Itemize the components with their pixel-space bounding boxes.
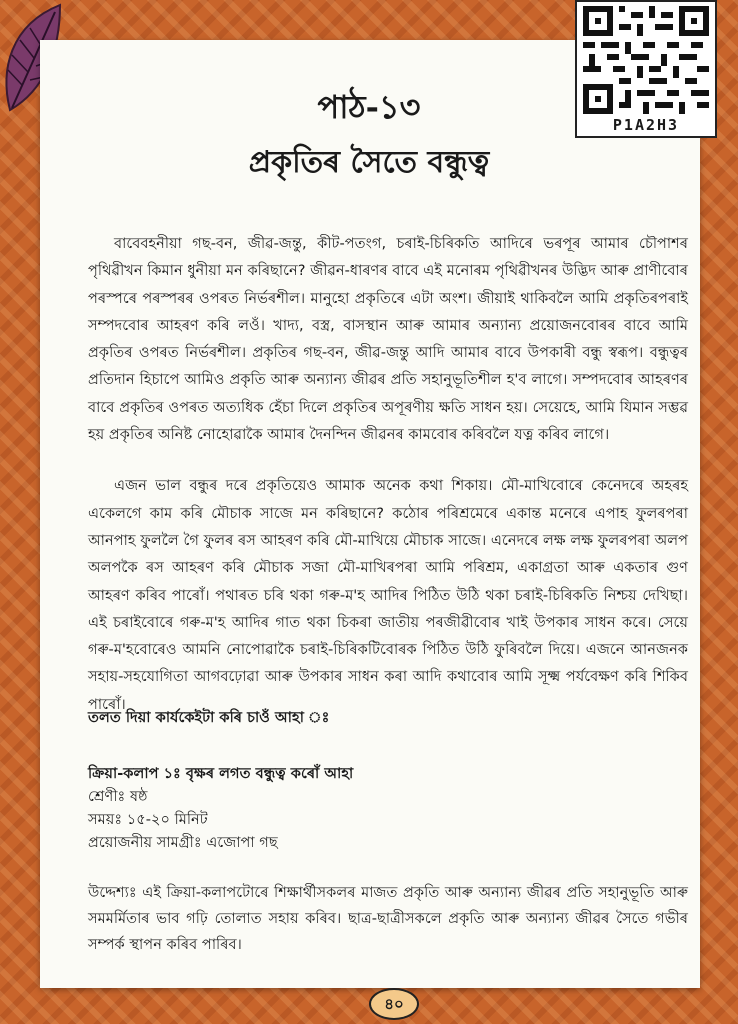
paragraph-2: এজন ভাল বন্ধুৰ দৰে প্ৰকৃতিয়েও আমাক অনেক কথা শিকায়। মৌ-মাখিবোৰে কেনেদৰে অহৰহ একেলগে কাম কৰি মৌচাক সাজে মন কৰিছানে? কঠোৰ পৰিশ্ৰমেৰে একান্ত মনেৰে এপাহ ফুলৰপৰা আনপাহ ফুললৈ গৈ ফুলৰ ৰস আহৰণ কৰি মৌ-মাখিয়ে মৌচাক সাজে। এনেদৰে লক্ষ লক্ষ ফুলৰপৰা অলপ অলপকৈ ৰস আহৰণ কৰি মৌচাক সজা মৌ-মাখিৰপৰা আমি পৰিশ্ৰম, একাগ্ৰতা আৰু একতাৰ গুণ আহৰণ কৰিব পাৰোঁ। পথাৰত চৰি থকা গৰু-ম'হ আদিৰ পিঠিত উঠি থকা চৰাই-চিৰিকতি নিশ্চয় দেখিছা। এই চৰাইবোৰে গৰু-ম'হ আদিৰ গাত থকা চিকৰা জাতীয় পৰজীৱীবোৰ খাই উপকাৰ সাধন কৰে। সেয়ে গৰু-ম'হবোৰেও আমনি নোপোৱাকৈ চৰাই-চিৰিকটিবোৰক পিঠিত উঠি ফুৰিবলৈ দিয়ে। এজনে আনজনক সহায়-সহযোগিতা আগবঢ়োৱা আৰু উপকাৰ সাধন কৰা আদি কথাবোৰ আমি সূক্ষ্ম পৰ্যবেক্ষণ কৰি শিকিব পাৰোঁ। xyxy=(88,477,688,713)
activity-title: ক্ৰিয়া-কলাপ ১ঃ বৃক্ষৰ লগত বন্ধুত্ব কৰোঁ আহা xyxy=(88,765,354,782)
paragraph-1: বাবেবহনীয়া গছ-বন, জীৱ-জন্তু, কীট-পতংগ, চৰাই-চিৰিকতি আদিৰে ভৰপূৰ আমাৰ চৌপাশৰ পৃথিৱীখন কিমান ধুনীয়া মন কৰিছানে? জীৱন-ধাৰণৰ বাবে এই মনোৰম পৃথিৱীখনৰ উদ্ভিদ আৰু প্ৰাণীবোৰ পৰস্পৰে পৰস্পৰৰ ওপৰত নিৰ্ভৰশীল। মানুহো প্ৰকৃতিৰে এটা অংশ। জীয়াই থাকিবলৈ আমি প্ৰকৃতিৰপৰাই সম্পদবোৰ আহৰণ কৰি লওঁ। খাদ্য, বস্ত্ৰ, বাসস্থান আৰু আমাৰ অন্যান্য প্ৰয়োজনবোৰৰ বাবে আমি প্ৰকৃতিৰ ওপৰত নিৰ্ভৰশীল। প্ৰকৃতিৰ গছ-বন, জীৱ-জন্তু আদি আমাৰ বাবে উপকাৰী বন্ধু স্বৰূপ। বন্ধুত্বৰ প্ৰতিদান হিচাপে আমিও প্ৰকৃতি আৰু অন্যান্য জীৱৰ প্ৰতি সহানুভূতিশীল হ'ব লাগে। সম্পদবোৰ আহৰণৰ বাবে প্ৰকৃতিৰ ওপৰত অত্যধিক হেঁচা দিলে প্ৰকৃতিৰ অপূৰণীয় ক্ষতি সাধন হয়। সেয়েহে, আমি যিমান সম্ভৱ হয় প্ৰকৃতিৰ অনিষ্ট নোহোৱাকৈ আমাৰ দৈনন্দিন জীৱনৰ কামবোৰ কৰিবলৈ যত্ন কৰিব লাগে। xyxy=(88,235,688,444)
activity-materials: প্ৰয়োজনীয় সামগ্ৰীঃ এজোপা গছ xyxy=(88,834,278,851)
activity-block xyxy=(88,762,353,854)
qr-code-label: P1A2H3 xyxy=(612,116,680,134)
activity-time: সময়ঃ ১৫-২০ মিনিট xyxy=(88,811,208,828)
activity-class: শ্ৰেণীঃ ষষ্ঠ xyxy=(88,788,148,805)
activity-objective: উদ্দেশ্যঃ এই ক্ৰিয়া-কলাপটোৰে শিক্ষাৰ্থীসকলৰ মাজত প্ৰকৃতি আৰু অন্যান্য জীৱৰ প্ৰতি সহানুভূতি আৰু সমমৰ্মিতাৰ ভাব গঢ়ি তোলাত সহায় কৰিব। ছাত্ৰ-ছাত্ৰীসকলে প্ৰকৃতি আৰু অন্যান্য জীৱৰ সৈতে গভীৰ সম্পৰ্ক স্থাপন কৰিব পাৰিব। xyxy=(88,884,688,953)
lesson-body xyxy=(88,230,688,718)
lesson-number: পাঠ-১৩ xyxy=(317,88,421,126)
lesson-title: প্ৰকৃতিৰ সৈতে বন্ধুত্ব xyxy=(248,145,490,180)
page-number: ৪০ xyxy=(369,988,419,1020)
activity-instruction: তলত দিয়া কাৰ্যকেইটা কৰি চাওঁ আহা ঃ xyxy=(88,709,330,726)
